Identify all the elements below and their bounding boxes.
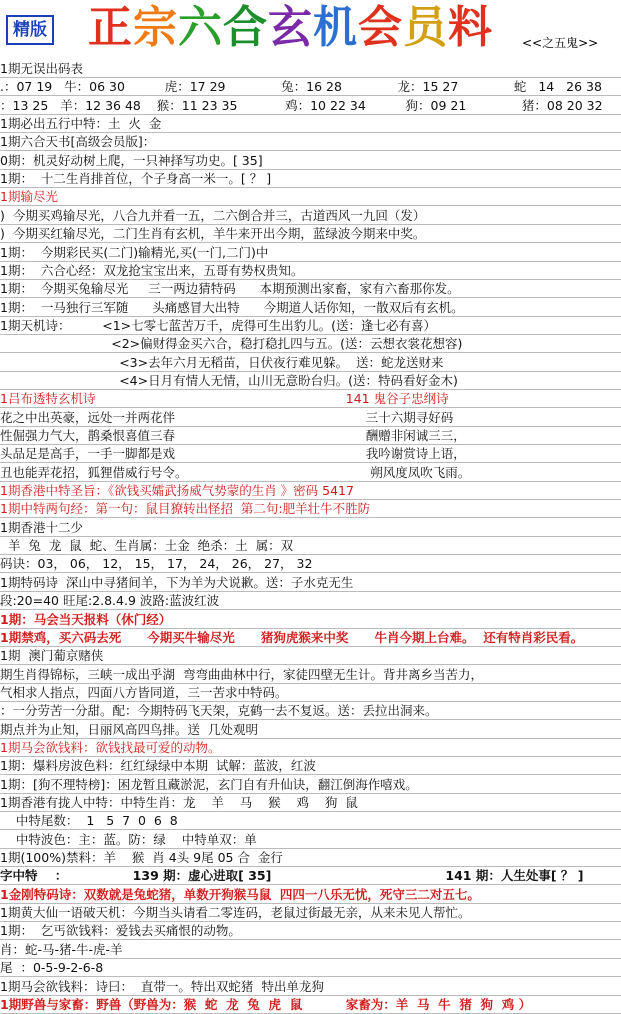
text-line: 期生肖得锦标，三峡一成出乎湖 弯弯曲曲林中行，家徒四壁无生计。背井离乡当苦力， (0, 666, 483, 682)
text-line: 1期香港中特圣旨：《欲钱买孀武扬威气势蒙的生肖 》密码 5417 (0, 483, 354, 499)
title-char: 料 (448, 2, 493, 53)
text-line: 羊 兔 龙 鼠 蛇、生肖属：土金 绝杀：土 属：双 (0, 538, 294, 554)
text-line: 中特波色：主：蓝。防：绿 中特单双：单 (0, 831, 257, 847)
text-line: 1期黄大仙一语破天机：今期当头请看二零连码，老鼠过街最无亲，从来未见人帮忙。 (0, 905, 471, 921)
text-line: 1期 澳门葡京赌侠 (0, 648, 104, 664)
text-line: 1期(100%)禁料：羊 猴 肖 4头 9尾 05 合 金行 (0, 850, 283, 866)
text-line: 1期：爆料房波色料：红红绿绿中本期 试解：蓝波，红波 (0, 758, 316, 774)
text-line: 丑也能弄花招，狐狸借威行号令。 朔风度凤吹飞雨。 (0, 464, 471, 480)
title-char: 合 (223, 2, 268, 53)
text-line: <3>去年六月无稻苗，日伏夜行难见躲。 送：蛇龙送财来 (0, 354, 444, 370)
text-line: 段:20=40 旺尾:2.8.4.9 波路:蓝波红波 (0, 593, 220, 609)
text-line: 性倔强力气大，鹊桑恨喜值三春 酬赠非闲诚三三， (0, 428, 466, 443)
text-line: 尾 ：0-5-9-2-6-8 (0, 960, 104, 976)
text-line: 1期马会欲钱料：诗曰： 直带一。特出双蛇猪 特出单龙狗 (0, 978, 324, 994)
text-line: .：07 19 牛：06 30 虎：17 29 兔：16 28 龙：15 27 蛇 14 26 38 (0, 79, 602, 95)
text-line: 1期必出五行中特：土 火 金 (0, 116, 162, 132)
title-char: 六 (178, 2, 223, 53)
text-line: 花之中出英豪，远处一并两花伴 三十六期寻好码 (0, 409, 454, 425)
text-line: 1金刚特码诗：双数就是兔蛇猪，单数开狗猴马鼠 四四一八乐无忧，死守三二对五七。 (0, 886, 480, 902)
header (0, 0, 621, 58)
text-line: 中特尾数： 1 5 7 0 6 8 (0, 813, 178, 829)
text-line: 1期： 十二生肖排首位，个子身高一米一。[ ？ ] (0, 171, 272, 187)
text-line: 1期禁鸡，买六码去死 今期买牛输尽光 猪狗虎猴来中奖 牛肖今期上台难。 还有特肖彩民看。 (0, 629, 584, 645)
page-title (88, 2, 493, 54)
text-line: 1期特码诗 深山中寻猪间羊，下为羊为犬说歉。送：子水克无生 (0, 574, 354, 590)
text-line: 1期： 六合心经：双龙抢宝宝出来，五哥有势权贵知。 (0, 262, 304, 278)
text-line: 1期输尽光 (0, 189, 58, 205)
text-line: <4>日月有情人无情，山川无意盼台归。(送：特码看好金木) (0, 372, 458, 388)
text-line: 1期野兽与家畜：野兽（野兽为：猴 蛇 龙 兔 虎 鼠 家畜为：羊 马 牛 猪 狗 鸡 ） (0, 996, 532, 1012)
text-line: 码诀：03， 06， 12， 15， 17， 24， 26， 27， 32 (0, 556, 313, 572)
edition-badge[interactable]: 精版 (6, 15, 54, 45)
text-line: 1期无误出码表 (0, 61, 83, 76)
title-char: 员 (403, 2, 448, 53)
text-line: ) 今期买鸡输尽光，八合九并看一五，二六倒合并三，古道西风一九回（发） (0, 207, 426, 223)
text-line: 1期六合天书[高级会员版]： (0, 134, 156, 150)
text-line: 气相求人指点，四面八方皆同道，三一苦求中特码。 (0, 684, 288, 700)
text-line: 期点并为止知，日丽风高四鸟排。送 几处观明 (0, 721, 258, 737)
text-line: 1期： 今期彩民买(二门)输精光,买(一门,二门)中 (0, 244, 269, 260)
text-line: 1期中特两句经：第一句：鼠目獠转出怪招 第二句:肥羊壮牛不胜防 (0, 501, 371, 517)
text-line: 1期：马会当天报料（休门经） (0, 611, 172, 627)
text-line: 1期： 一马独行三军随 头痛感冒大出特 今期道人话你知，一散双后有玄机。 (0, 299, 464, 315)
title-char: 宗 (133, 2, 178, 53)
text-line: 肖：蛇-马-猪-牛-虎-羊 (0, 941, 123, 957)
text-line: 1期香港有拢人中特：中特生肖：龙 羊 马 猴 鸡 狗 鼠 (0, 795, 358, 810)
text-line: <2>偏财得金买六合，稳打稳扎四与五。(送：云想衣裳花想容) (0, 336, 463, 352)
title-char: 机 (313, 2, 358, 53)
text-line: 1期天机诗： <1>七零七蓝苦万千，虎得可生出豹儿。(送：逢七必有喜） (0, 317, 437, 333)
text-line: 1期马会欲钱料：欲钱找最可爱的动物。 (0, 739, 221, 755)
text-line: ：13 25 羊：12 36 48 猴：11 23 35 鸡：10 22 34 狗：09 21 猪：08 20 32 (0, 97, 603, 113)
title-char: 玄 (268, 2, 313, 53)
text-line: 字中特 ： 139 期：虚心进取[ 35] 141 期：人生处事[ ？ ] (0, 868, 584, 884)
title-char: 会 (358, 2, 403, 53)
title-char: 正 (88, 2, 133, 53)
text-line: 1吕布透特玄机诗 141 鬼谷子忠纲诗 (0, 391, 449, 407)
text-line: 0期：机灵好动树上爬，一只神择写功史。[ 35] (0, 152, 263, 168)
author-tag: <<之五鬼>> (522, 36, 599, 50)
text-line: 1期香港十二少 (0, 519, 83, 535)
text-line: 1期：[狗不理特榜]：困龙暂且藏淤泥，玄门自有升仙诀，翻江倒海作嘻戏。 (0, 776, 418, 792)
text-line: 1期： 乞丐欲钱料：爱钱去买痛恨的动物。 (0, 923, 241, 939)
text-line: ) 今期买红输尽光，二门生肖有玄机，羊牛来开出今期，蓝绿波今期来中奖。 (0, 226, 426, 242)
text-line: 1期： 今期买兔输尽光 三一两边猜特码 本期预测出家畜，家有六畜那你发。 (0, 281, 460, 297)
text-line: ：一分劳苦一分甜。配：今期特码飞天架，克鹤一去不复返。送：丢拉出洞来。 (0, 703, 438, 719)
text-line: 头品足是高手，一手一脚都是戏 我吟谢赏诗上语， (0, 446, 466, 462)
